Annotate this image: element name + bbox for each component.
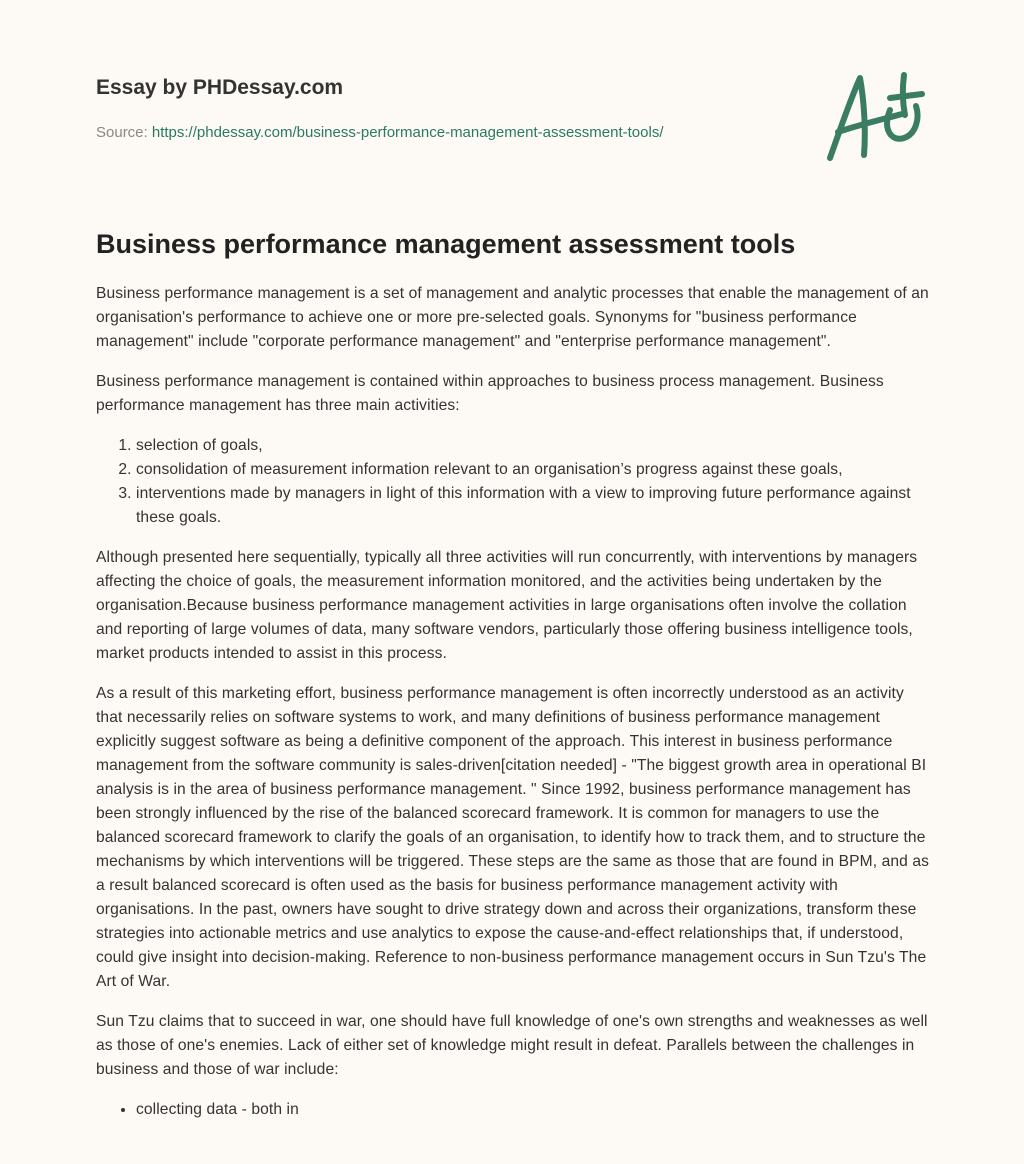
paragraph-2: Business performance management is contained within approaches to business process management. Business performance management has three main activities:	[96, 373, 884, 414]
list-item: • collecting data - both in	[136, 1098, 930, 1122]
header	[0, 0, 1024, 200]
paragraph-1: Business performance management is a set of management and analytic processes that enable the management of an organisation's performance to achieve one or more pre-selected goals. Synonyms for "business performance management" include "corporate performance management" and "enterprise performance management".	[96, 285, 929, 350]
a-plus-logo-icon	[820, 70, 930, 165]
list-item: 3. interventions made by managers in light of this information with a view to improving future performance against these goals.	[136, 482, 930, 530]
source-link[interactable]: https://phdessay.com/business-performance-management-assessment-tools/	[151, 124, 664, 141]
paragraph-3: Although presented here sequentially, typically all three activities will run concurrently, with interventions by managers affecting the choice of goals, the measurement information monitored, and the activities being undertaken by the organisation.Because business performance management activities in large organisations often involve the collation and reporting of large volumes of data, many software vendors, particularly those offering business intelligence tools, market products intended to assist in this process.	[96, 549, 918, 662]
activities-list	[96, 434, 930, 530]
list-item: 2. consolidation of measurement information relevant to an organisation’s progress against these goals,	[136, 458, 930, 482]
list-item: 1. selection of goals,	[136, 434, 930, 458]
article-title: Business performance management assessment tools	[96, 229, 796, 259]
paragraph-4: As a result of this marketing effort, business performance management is often incorrectly understood as an activity that necessarily relies on software systems to work, and many definitions of business performance management explicitly suggest software as being a definitive component of the approach. This interest in business performance management from the software community is sales-driven[citation needed] - "The biggest growth area in operational BI analysis is in the area of business performance management. " Since 1992, business performance management has been strongly influenced by the rise of the balanced scorecard framework. It is common for managers to use the balanced scorecard framework to clarify the goals of an organisation, to identify how to track them, and to structure the mechanisms by which interventions will be triggered. These steps are the same as those that are found in BPM, and as a result balanced scorecard is often used as the basis for business performance management activity with organisations. In the past, owners have sought to drive strategy down and across their organizations, transform these strategies into actionable metrics and use analytics to expose the cause-and-effect relationships that, if understood, could give insight into decision-making. Reference to non-business performance management occurs in Sun Tzu's The Art of War.	[96, 685, 930, 990]
parallels-list	[96, 1098, 930, 1122]
article	[96, 222, 930, 1138]
source-line	[96, 124, 664, 141]
brand-title: Essay by PHDessay.com	[96, 76, 344, 99]
paragraph-5: Sun Tzu claims that to succeed in war, one should have full knowledge of one's own strengths and weaknesses as well as those of one's enemies. Lack of either set of knowledge might result in defeat. Parallels between the challenges in business and those of war include:	[96, 1013, 928, 1078]
source-label: Source:	[96, 124, 148, 141]
